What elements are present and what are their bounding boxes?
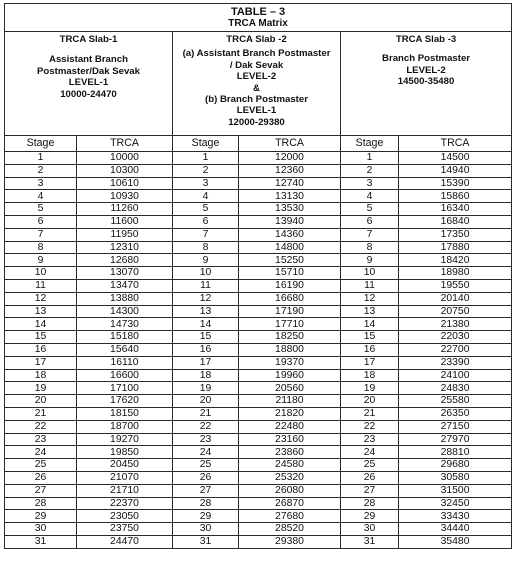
slab-3-trca-cell: 32450 <box>399 497 512 510</box>
slab-3-stage-cell: 11 <box>341 279 399 292</box>
slab-2-stage-cell: 5 <box>173 203 239 216</box>
slab-1-trca-cell: 15180 <box>77 331 173 344</box>
slab-2-trca-cell: 16680 <box>239 292 341 305</box>
slab-1-stage-cell: 18 <box>5 369 77 382</box>
column-header-stage: Stage <box>5 136 77 152</box>
slab-2-trca-cell: 21820 <box>239 407 341 420</box>
slab-3-trca-cell: 35480 <box>399 535 512 548</box>
table-row <box>5 164 512 177</box>
slab-1-trca-cell: 20450 <box>77 459 173 472</box>
column-header-trca: TRCA <box>77 136 173 152</box>
slab-2-trca-cell: 19370 <box>239 356 341 369</box>
slab-3-trca-cell: 30580 <box>399 471 512 484</box>
table-row <box>5 471 512 484</box>
slab-1-stage-cell: 16 <box>5 343 77 356</box>
slab-1-trca-cell: 14730 <box>77 318 173 331</box>
slab-1-trca-cell: 10300 <box>77 164 173 177</box>
table-row <box>5 395 512 408</box>
slab-3-trca-cell: 15860 <box>399 190 512 203</box>
slab-3-stage-cell: 26 <box>341 471 399 484</box>
slab-2-stage-cell: 18 <box>173 369 239 382</box>
slab-1-stage-cell: 25 <box>5 459 77 472</box>
slab-1-trca-cell: 19850 <box>77 446 173 459</box>
slab-1-stage-cell: 10 <box>5 267 77 280</box>
slab-3-stage-cell: 29 <box>341 510 399 523</box>
table-row <box>5 433 512 446</box>
slab-1-stage-cell: 9 <box>5 254 77 267</box>
slab-3-stage-cell: 30 <box>341 523 399 536</box>
slab-2-trca-cell: 16190 <box>239 279 341 292</box>
table-row <box>5 292 512 305</box>
slab-3-trca-cell: 17350 <box>399 228 512 241</box>
slab-2-stage-cell: 27 <box>173 484 239 497</box>
slab-3-trca-cell: 16340 <box>399 203 512 216</box>
table-row <box>5 318 512 331</box>
slab-3-name: TRCA Slab -3 <box>395 34 457 45</box>
table-row <box>5 497 512 510</box>
slab-2-stage-cell: 12 <box>173 292 239 305</box>
slab-2-trca-cell: 13530 <box>239 203 341 216</box>
slab-3-trca-cell: 27150 <box>399 420 512 433</box>
slab-3-line: Branch Postmaster <box>382 53 471 65</box>
slab-3-trca-cell: 18980 <box>399 267 512 280</box>
slab-2-trca-cell: 15250 <box>239 254 341 267</box>
slab-1-stage-cell: 21 <box>5 407 77 420</box>
slab-2-stage-cell: 26 <box>173 471 239 484</box>
slab-2-line: / Dak Sevak <box>229 59 284 71</box>
slab-1-trca-cell: 22370 <box>77 497 173 510</box>
slab-1-stage-cell: 23 <box>5 433 77 446</box>
table-row <box>5 190 512 203</box>
slab-2-line: & <box>253 82 260 94</box>
slab-1-stage-cell: 28 <box>5 497 77 510</box>
table-title-cell <box>5 4 512 32</box>
slab-2-line: (a) Assistant Branch Postmaster <box>182 48 331 60</box>
slab-3-trca-cell: 26350 <box>399 407 512 420</box>
slab-3-trca-cell: 20750 <box>399 305 512 318</box>
table-row <box>5 510 512 523</box>
slab-3-trca-cell: 28810 <box>399 446 512 459</box>
slab-2-stage-cell: 20 <box>173 395 239 408</box>
slab-2-trca-cell: 14360 <box>239 228 341 241</box>
slab-1-name: TRCA Slab-1 <box>59 34 118 45</box>
slab-2-trca-cell: 12000 <box>239 152 341 165</box>
slab-2-trca-cell: 26870 <box>239 497 341 510</box>
slab-1-stage-cell: 29 <box>5 510 77 523</box>
slab-1-line: Assistant Branch <box>49 54 128 66</box>
slab-2-stage-cell: 7 <box>173 228 239 241</box>
slab-2-trca-cell: 26080 <box>239 484 341 497</box>
slab-1-trca-cell: 24470 <box>77 535 173 548</box>
table-row <box>5 484 512 497</box>
slab-2-trca-cell: 20560 <box>239 382 341 395</box>
slab-1-trca-cell: 19270 <box>77 433 173 446</box>
slab-1-stage-cell: 17 <box>5 356 77 369</box>
slab-2-trca-cell: 13130 <box>239 190 341 203</box>
slab-1-stage-cell: 24 <box>5 446 77 459</box>
slab-2-stage-cell: 19 <box>173 382 239 395</box>
slab-2-trca-cell: 29380 <box>239 535 341 548</box>
table-row <box>5 241 512 254</box>
slab-3-trca-cell: 19550 <box>399 279 512 292</box>
slab-2-stage-cell: 31 <box>173 535 239 548</box>
slab-2-trca-cell: 28520 <box>239 523 341 536</box>
slab-1-stage-cell: 19 <box>5 382 77 395</box>
slab-3-trca-cell: 27970 <box>399 433 512 446</box>
column-header-stage: Stage <box>173 136 239 152</box>
slab-1-trca-cell: 18700 <box>77 420 173 433</box>
slab-3-trca-cell: 14940 <box>399 164 512 177</box>
slab-1-trca-cell: 12680 <box>77 254 173 267</box>
slab-3-stage-cell: 31 <box>341 535 399 548</box>
slab-1-stage-cell: 2 <box>5 164 77 177</box>
slab-2-trca-cell: 14800 <box>239 241 341 254</box>
slab-3-stage-cell: 5 <box>341 203 399 216</box>
slab-1-trca-cell: 13880 <box>77 292 173 305</box>
slab-1-stage-cell: 4 <box>5 190 77 203</box>
slab-2-stage-cell: 16 <box>173 343 239 356</box>
slab-2-stage-cell: 24 <box>173 446 239 459</box>
slab-2-stage-cell: 22 <box>173 420 239 433</box>
slab-header-row <box>5 32 512 136</box>
slab-2-stage-cell: 1 <box>173 152 239 165</box>
slab-3-trca-cell: 16840 <box>399 215 512 228</box>
slab-1-stage-cell: 13 <box>5 305 77 318</box>
slab-1-trca-cell: 11260 <box>77 203 173 216</box>
slab-3-stage-cell: 16 <box>341 343 399 356</box>
table-row <box>5 535 512 548</box>
slab-2-stage-cell: 30 <box>173 523 239 536</box>
slab-3-trca-cell: 14500 <box>399 152 512 165</box>
slab-3-trca-cell: 24100 <box>399 369 512 382</box>
slab-2-stage-cell: 21 <box>173 407 239 420</box>
table-row <box>5 228 512 241</box>
slab-3-stage-cell: 8 <box>341 241 399 254</box>
slab-2-stage-cell: 10 <box>173 267 239 280</box>
slab-2-trca-cell: 17190 <box>239 305 341 318</box>
slab-3-trca-cell: 34440 <box>399 523 512 536</box>
slab-1-line: Postmaster/Dak Sevak <box>37 65 140 77</box>
slab-3-line: 14500-35480 <box>397 76 455 88</box>
slab-1-trca-cell: 10930 <box>77 190 173 203</box>
slab-1-trca-cell: 23050 <box>77 510 173 523</box>
slab-3-stage-cell: 6 <box>341 215 399 228</box>
table-row <box>5 382 512 395</box>
slab-2-stage-cell: 2 <box>173 164 239 177</box>
slab-2-stage-cell: 6 <box>173 215 239 228</box>
slab-3-stage-cell: 22 <box>341 420 399 433</box>
slab-3-stage-cell: 9 <box>341 254 399 267</box>
slab-1-line: 10000-24470 <box>60 88 117 100</box>
slab-1-stage-cell: 20 <box>5 395 77 408</box>
slab-3-stage-cell: 10 <box>341 267 399 280</box>
table-row <box>5 215 512 228</box>
slab-1-trca-cell: 17620 <box>77 395 173 408</box>
slab-2-line: LEVEL-1 <box>236 105 277 117</box>
slab-2-trca-cell: 18800 <box>239 343 341 356</box>
slab-1-stage-cell: 1 <box>5 152 77 165</box>
slab-3-trca-cell: 15390 <box>399 177 512 190</box>
slab-1-trca-cell: 15640 <box>77 343 173 356</box>
slab-1-trca-cell: 13070 <box>77 267 173 280</box>
slab-2-trca-cell: 15710 <box>239 267 341 280</box>
slab-3-stage-cell: 17 <box>341 356 399 369</box>
slab-2-stage-cell: 17 <box>173 356 239 369</box>
column-header-trca: TRCA <box>399 136 512 152</box>
table-row <box>5 152 512 165</box>
slab-2-trca-cell: 24580 <box>239 459 341 472</box>
slab-3-stage-cell: 19 <box>341 382 399 395</box>
slab-1-trca-cell: 11600 <box>77 215 173 228</box>
slab-1-trca-cell: 23750 <box>77 523 173 536</box>
slab-2-trca-cell: 23160 <box>239 433 341 446</box>
slab-2-trca-cell: 25320 <box>239 471 341 484</box>
slab-1-stage-cell: 6 <box>5 215 77 228</box>
table-row <box>5 177 512 190</box>
slab-1-header <box>5 32 173 136</box>
slab-3-trca-cell: 29680 <box>399 459 512 472</box>
slab-2-header <box>173 32 341 136</box>
slab-3-stage-cell: 14 <box>341 318 399 331</box>
slab-3-stage-cell: 1 <box>341 152 399 165</box>
slab-3-stage-cell: 2 <box>341 164 399 177</box>
slab-2-stage-cell: 14 <box>173 318 239 331</box>
slab-2-trca-cell: 19960 <box>239 369 341 382</box>
slab-3-stage-cell: 27 <box>341 484 399 497</box>
slab-2-name: TRCA Slab -2 <box>226 34 287 45</box>
slab-3-stage-cell: 13 <box>341 305 399 318</box>
slab-3-stage-cell: 20 <box>341 395 399 408</box>
slab-1-stage-cell: 8 <box>5 241 77 254</box>
slab-3-stage-cell: 24 <box>341 446 399 459</box>
slab-2-stage-cell: 13 <box>173 305 239 318</box>
slab-1-trca-cell: 16600 <box>77 369 173 382</box>
slab-2-trca-cell: 21180 <box>239 395 341 408</box>
slab-1-stage-cell: 15 <box>5 331 77 344</box>
slab-1-trca-cell: 21070 <box>77 471 173 484</box>
slab-2-trca-cell: 23860 <box>239 446 341 459</box>
slab-3-header <box>341 32 512 136</box>
column-header-trca: TRCA <box>239 136 341 152</box>
slab-2-line: 12000-29380 <box>228 116 285 128</box>
slab-1-stage-cell: 14 <box>5 318 77 331</box>
slab-3-stage-cell: 23 <box>341 433 399 446</box>
table-row <box>5 254 512 267</box>
slab-1-trca-cell: 12310 <box>77 241 173 254</box>
slab-2-stage-cell: 3 <box>173 177 239 190</box>
slab-3-stage-cell: 28 <box>341 497 399 510</box>
slab-2-trca-cell: 12360 <box>239 164 341 177</box>
table-row <box>5 343 512 356</box>
slab-3-trca-cell: 22700 <box>399 343 512 356</box>
table-row <box>5 305 512 318</box>
table-row <box>5 369 512 382</box>
slab-1-stage-cell: 22 <box>5 420 77 433</box>
slab-3-trca-cell: 18420 <box>399 254 512 267</box>
slab-1-trca-cell: 10610 <box>77 177 173 190</box>
table-row <box>5 203 512 216</box>
slab-2-line: LEVEL-2 <box>236 71 277 83</box>
slab-1-trca-cell: 14300 <box>77 305 173 318</box>
slab-2-stage-cell: 11 <box>173 279 239 292</box>
table-row <box>5 331 512 344</box>
slab-2-trca-cell: 18250 <box>239 331 341 344</box>
slab-3-stage-cell: 18 <box>341 369 399 382</box>
slab-2-stage-cell: 15 <box>173 331 239 344</box>
column-header-stage: Stage <box>341 136 399 152</box>
slab-3-trca-cell: 31500 <box>399 484 512 497</box>
table-row <box>5 446 512 459</box>
slab-3-stage-cell: 21 <box>341 407 399 420</box>
slab-1-trca-cell: 13470 <box>77 279 173 292</box>
slab-3-trca-cell: 17880 <box>399 241 512 254</box>
slab-1-stage-cell: 26 <box>5 471 77 484</box>
slab-1-trca-cell: 10000 <box>77 152 173 165</box>
table-row <box>5 459 512 472</box>
slab-2-stage-cell: 4 <box>173 190 239 203</box>
slab-3-stage-cell: 7 <box>341 228 399 241</box>
slab-2-stage-cell: 25 <box>173 459 239 472</box>
slab-3-stage-cell: 25 <box>341 459 399 472</box>
slab-3-trca-cell: 21380 <box>399 318 512 331</box>
slab-2-trca-cell: 12740 <box>239 177 341 190</box>
table-row <box>5 523 512 536</box>
slab-2-trca-cell: 17710 <box>239 318 341 331</box>
slab-3-stage-cell: 15 <box>341 331 399 344</box>
slab-3-trca-cell: 24830 <box>399 382 512 395</box>
slab-3-stage-cell: 12 <box>341 292 399 305</box>
slab-1-trca-cell: 21710 <box>77 484 173 497</box>
table-row <box>5 407 512 420</box>
slab-3-trca-cell: 20140 <box>399 292 512 305</box>
table-title: TABLE – 3 <box>230 5 286 18</box>
slab-2-stage-cell: 29 <box>173 510 239 523</box>
table-subtitle: TRCA Matrix <box>228 17 288 29</box>
slab-2-stage-cell: 9 <box>173 254 239 267</box>
slab-3-line: LEVEL-2 <box>406 64 446 76</box>
slab-2-trca-cell: 27680 <box>239 510 341 523</box>
table-row <box>5 420 512 433</box>
slab-3-stage-cell: 3 <box>341 177 399 190</box>
slab-1-trca-cell: 11950 <box>77 228 173 241</box>
slab-3-stage-cell: 4 <box>341 190 399 203</box>
slab-1-trca-cell: 16110 <box>77 356 173 369</box>
slab-2-stage-cell: 8 <box>173 241 239 254</box>
slab-1-stage-cell: 27 <box>5 484 77 497</box>
slab-1-stage-cell: 12 <box>5 292 77 305</box>
slab-1-stage-cell: 11 <box>5 279 77 292</box>
table-row <box>5 267 512 280</box>
slab-2-stage-cell: 28 <box>173 497 239 510</box>
title-row <box>5 4 512 32</box>
slab-1-stage-cell: 30 <box>5 523 77 536</box>
table-row <box>5 279 512 292</box>
slab-1-trca-cell: 17100 <box>77 382 173 395</box>
slab-2-stage-cell: 23 <box>173 433 239 446</box>
slab-1-stage-cell: 31 <box>5 535 77 548</box>
slab-3-trca-cell: 23390 <box>399 356 512 369</box>
slab-3-trca-cell: 33430 <box>399 510 512 523</box>
slab-1-stage-cell: 7 <box>5 228 77 241</box>
slab-2-trca-cell: 13940 <box>239 215 341 228</box>
slab-1-stage-cell: 3 <box>5 177 77 190</box>
slab-1-trca-cell: 18150 <box>77 407 173 420</box>
table-row <box>5 356 512 369</box>
slab-3-trca-cell: 25580 <box>399 395 512 408</box>
slab-1-stage-cell: 5 <box>5 203 77 216</box>
slab-2-line: (b) Branch Postmaster <box>205 94 308 106</box>
column-header-row <box>5 136 512 152</box>
trca-matrix-table <box>4 3 512 549</box>
slab-3-trca-cell: 22030 <box>399 331 512 344</box>
slab-1-line: LEVEL-1 <box>68 77 109 89</box>
slab-2-trca-cell: 22480 <box>239 420 341 433</box>
